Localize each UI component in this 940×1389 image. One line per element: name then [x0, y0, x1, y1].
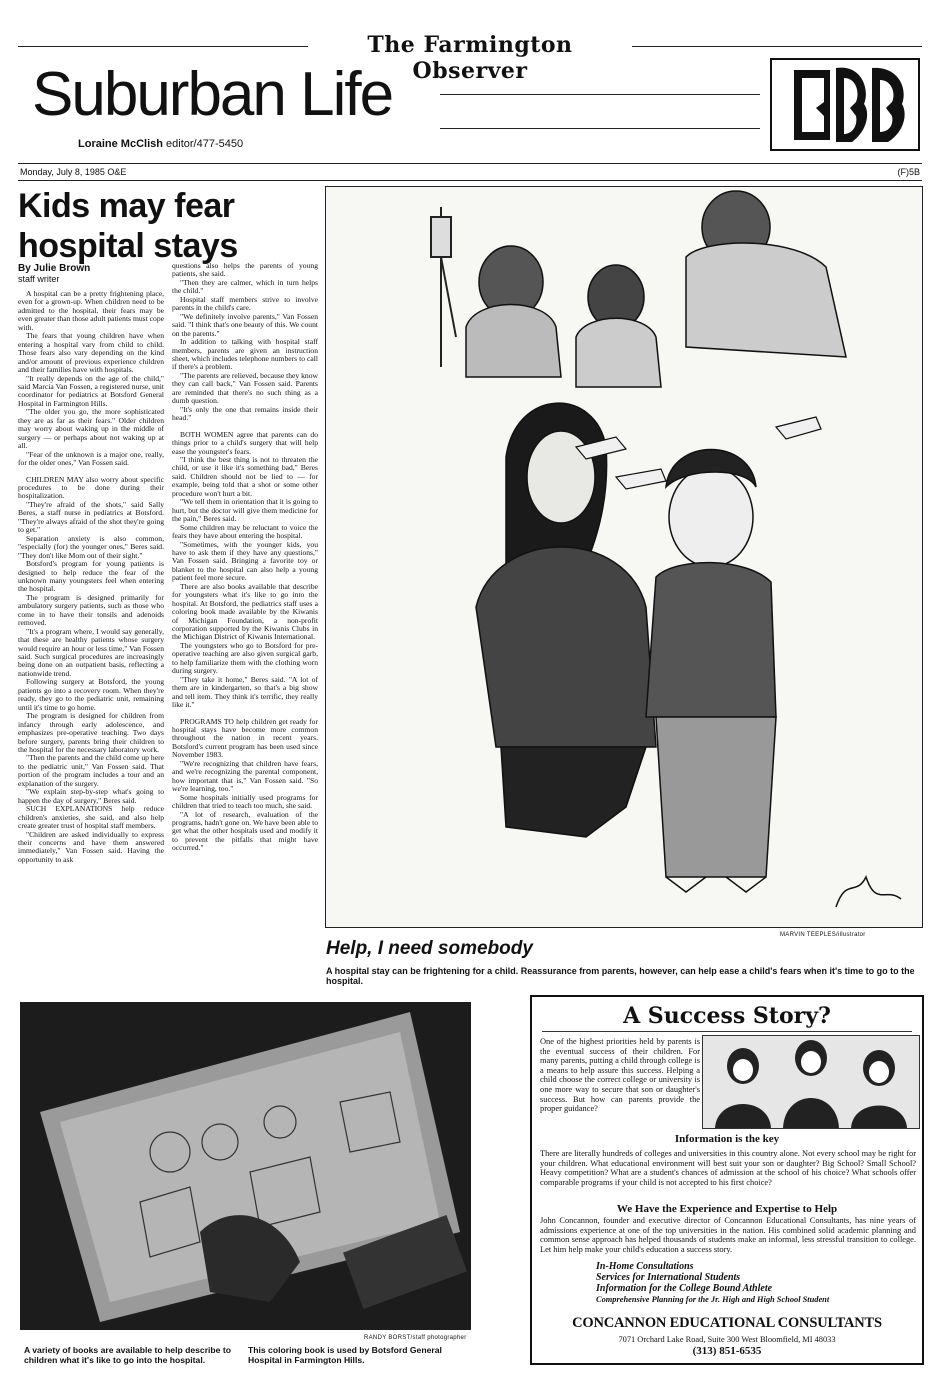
- paragraph: Following surgery at Botsford, the young patients go into a recovery room. When they're ready, they go to the pediatric unit, remaining until it's time to go home.: [18, 677, 164, 712]
- title-rule: [440, 94, 760, 95]
- paragraph: A hospital can be a pretty frightening place, even for a grown-up. When children need to be admitted to the hospital, their fears may be even greater than those adult patients must cope with.: [18, 290, 164, 332]
- title-rule-lower: [440, 128, 760, 129]
- editor-line: [78, 138, 243, 150]
- byline-role: staff writer: [18, 274, 60, 284]
- paragraph: BOTH WOMEN agree that parents can do things prior to a child's surgery that will help ease the youngster's fears.: [172, 429, 318, 456]
- ad-paragraph-2: John Concannon, founder and executive director of Concannon Educational Consultants, has nine years of admissions experience at one of the top universities in the nation. His combined solid academic planning and common sense approach has helped thousands of students make an informal, less stressful transition to college. Let him help make your child's education a success story.: [540, 1216, 916, 1254]
- headline-line-1: Kids may fear: [18, 187, 235, 225]
- ad-services-list: [596, 1261, 829, 1305]
- paragraph: "It's only the one that remains inside their head.": [172, 404, 318, 423]
- paragraph: "The older you go, the more sophisticated they are as far as their fears." Older children may worry about waking up in the middle of surgery — or perhaps about not waking up at all.: [18, 407, 164, 451]
- paper-name: The Farmington Observer: [367, 32, 573, 84]
- ad-company-name: CONCANNON EDUCATIONAL CONSULTANTS: [572, 1315, 882, 1331]
- ad-service-item: Comprehensive Planning for the Jr. High and High School Student: [596, 1295, 830, 1304]
- issue-date: Monday, July 8, 1985 O&E: [20, 167, 127, 177]
- ad-title-rule: [542, 1031, 912, 1032]
- article-column-2: [172, 262, 318, 992]
- paragraph: There are also books available that describe for youngsters what it's like to go into the hospital. At Botsford, the pediatrics staff uses a coloring book made available by the Kiwanis of Michigan Foundation, a non-profit corporation supported by the Kiwanis Clubs in the Michigan District of Kiwanis International.: [172, 581, 318, 642]
- paragraph: The program is designed for children from infancy through early adolescence, and emphasizes pre-operative teaching. Two days before surgery, parents bring their children to the hospital for the necessary laboratory work.: [18, 711, 164, 755]
- graduates-icon: [703, 1036, 919, 1128]
- nurse-and-child-drawing: [326, 187, 923, 928]
- photo-credit: RANDY BORST/staff photographer: [364, 1335, 467, 1341]
- paragraph: SUCH EXPLANATIONS help reduce children's anxieties, she said, and also help create greater trust of hospital staff members.: [18, 804, 164, 831]
- paragraph: "We definitely involve parents," Van Fossen said. "I think that's one beauty of this. We count on the parents.": [172, 311, 318, 338]
- paragraph: Some children may be reluctant to voice the fears they have about entering the hospital.: [172, 522, 318, 541]
- graduates-illustration: [702, 1035, 920, 1129]
- masthead-rule-right: [632, 46, 922, 47]
- ad-phone: (313) 851-6535: [692, 1345, 762, 1357]
- headline-line-2: hospital stays: [18, 227, 238, 265]
- coloring-book-photo: [20, 1002, 471, 1330]
- paragraph: "It's a program where, I would say generally, that these are healthy patients whose surgery would require an hour or less time," Van Fossen said. Such surgical procedures are increasingly being done on an outpatient basis, reflecting a nationwide trend.: [18, 626, 164, 678]
- paragraph: "Then they are calmer, which in turn helps the child.": [172, 277, 318, 296]
- section-title: Suburban Life: [32, 60, 393, 129]
- paragraph: "It really depends on the age of the child," said Marcia Van Fossen, a registered nurse, unit coordinator for pediatrics at Botsford General Hospital in Farmington Hills.: [18, 373, 164, 408]
- artist-signature: [836, 877, 901, 907]
- ad-paragraph-1: There are literally hundreds of colleges and universities in this country alone. Not every school may be right for your children. What educational environment will best suit your son or daughter? Big School? Small School? Heavy competition? What are a student's chances of admission at the school of his choice? What schools offer comparable programs if your child is not accepted to his first choice?: [540, 1149, 916, 1187]
- paragraph: "Children are asked individually to express their concerns and have them answered immediately," Van Fossen said. Having the opportunity to ask: [18, 829, 164, 864]
- editor-contact: editor/477-5450: [166, 138, 244, 150]
- ad-service-item: Services for International Students: [596, 1272, 741, 1283]
- masthead-rule-left: [18, 46, 308, 47]
- faces-logo-icon: [772, 60, 918, 149]
- editor-name: Loraine McClish: [78, 138, 163, 150]
- concannon-advertisement: [530, 995, 924, 1365]
- photo-caption-2: This coloring book is used by Botsford General Hospital in Farmington Hills.: [248, 1345, 442, 1365]
- paragraph: "We explain step-by-step what's going to happen the day of surgery," Beres said.: [18, 787, 164, 805]
- paragraph: Separation anxiety is also common, "especially (for) the younger ones," Beres said. "They don't like Mom out of their sight.": [18, 533, 164, 560]
- paragraph: Hospital staff members strive to involve parents in the child's care.: [172, 294, 318, 313]
- paragraph: "We're recognizing that children have fears, and we're recognizing the parental component, how important that is," Van Fossen said. "So we're learning, too.": [172, 758, 318, 794]
- illustration-caption: A hospital stay can be frightening for a child. Reassurance from parents, however, can help ease a child's fears when it's time to go to the hospital.: [326, 966, 915, 986]
- photo-caption-1: A variety of books are available to help describe to children what it's like to go into the hospital.: [24, 1345, 231, 1365]
- paragraph: "A lot of research, evaluation of the programs, hadn't gone on. We have been able to get what the other hospitals used and modify it to prevent the pitfalls that might have occurred.": [172, 809, 318, 853]
- coloring-book-image: [20, 1002, 471, 1330]
- byline-author: By Julie Brown: [18, 263, 91, 274]
- paragraph: In addition to talking with hospital staff members, parents are given an instruction sheet, which includes telephone numbers to call if there's a problem.: [172, 337, 318, 372]
- paragraph: "Fear of the unknown is a major one, really, for the older ones," Van Fossen said.: [18, 449, 164, 468]
- paragraph: The program is designed primarily for ambulatory surgery patients, such as those who come in to have their tonsils and adenoids removed.: [18, 592, 164, 628]
- section-logo: [770, 58, 920, 151]
- paragraph: "Then the parents and the child come up here to the pediatric unit," Van Fossen said. That portion of the program includes a tour and an explanation of the surgery.: [18, 753, 164, 788]
- paragraph: "Sometimes, with the younger kids, you have to ask them if they have any questions," Van Fossen said. Bringing a favorite toy or blanket to the hospital can also help a young patient feel more secure.: [172, 539, 318, 583]
- ad-title: A Success Story?: [623, 1003, 831, 1029]
- paragraph: "The parents are relieved, because they know they can call back," Van Fossen said. Parents are reminded that there's no such thing as a dumb question.: [172, 370, 318, 406]
- page-code: (F)5B: [897, 167, 920, 177]
- ad-subhead-1: Information is the key: [674, 1133, 780, 1145]
- paragraph: "I think the best thing is not to threaten the child, or use it like it's something bad," Beres said. Children should not be lied to — for example, being told that a shot or some other procedure won't hurt a bit.: [172, 454, 318, 498]
- paragraph: Some hospitals initially used programs for children that tried to teach too much, she said.: [172, 792, 318, 811]
- ad-address: 7071 Orchard Lake Road, Suite 300 West Bloomfield, MI 48033: [618, 1335, 836, 1344]
- article-column-1: [18, 290, 164, 995]
- paragraph: "They're afraid of the shots," said Sally Beres, a staff nurse in pediatrics at Botsford. "They're always afraid of the shot they're going to get.": [18, 499, 164, 535]
- ad-subhead-2: We Have the Experience and Expertise to Help: [616, 1203, 838, 1215]
- paragraph: CHILDREN MAY also worry about specific procedures to be done during their hospitalization.: [18, 474, 164, 501]
- headline: [18, 186, 318, 266]
- illustration-caption-head: Help, I need somebody: [326, 938, 533, 959]
- issue-bar: [18, 163, 922, 181]
- illustration-credit: MARVIN TEEPLES/illustrator: [780, 932, 866, 938]
- paragraph: Botsford's program for young patients is designed to help reduce the fear of the unknown many youngsters feel when entering the hospital.: [18, 559, 164, 594]
- paragraph: The youngsters who go to Botsford for pre-operative teaching are also given surgical garb, to help familiarize them with the clothing worn during surgery.: [172, 640, 318, 676]
- paragraph: The fears that young children have when entering a hospital vary from child to child. Those fears also vary depending on the kind and/or amount of previous experience children and their families have with hospitals.: [18, 331, 164, 375]
- paragraph: "We tell them in orientation that it is going to hurt, but the doctor will give them medicine for the pain," Beres said.: [172, 497, 318, 524]
- paragraph: questions also helps the parents of young patients, she said.: [172, 262, 318, 279]
- paragraph: PROGRAMS TO help children get ready for hospital stays have become more common throughout the nation in recent years. Botsford's current program has been used since November 1983.: [172, 716, 318, 760]
- ad-service-item: Information for the College Bound Athlete: [596, 1283, 773, 1294]
- byline: [18, 264, 90, 284]
- paragraph: "They take it home," Beres said. "A lot of them are in kindergarten, so that's a big show and tell item. They think it's terrific, they really like it.": [172, 674, 318, 710]
- hospital-illustration: [325, 186, 923, 928]
- ad-service-item: In-Home Consultations: [596, 1261, 694, 1272]
- ad-intro: One of the highest priorities held by parents is the eventual success of their children. For many parents, putting a child through college is a means to help assure this success. Helping a child choose the correct college or university is one more way to secure that son or daughter's success. But how can parents provide the proper guidance?: [540, 1037, 700, 1114]
